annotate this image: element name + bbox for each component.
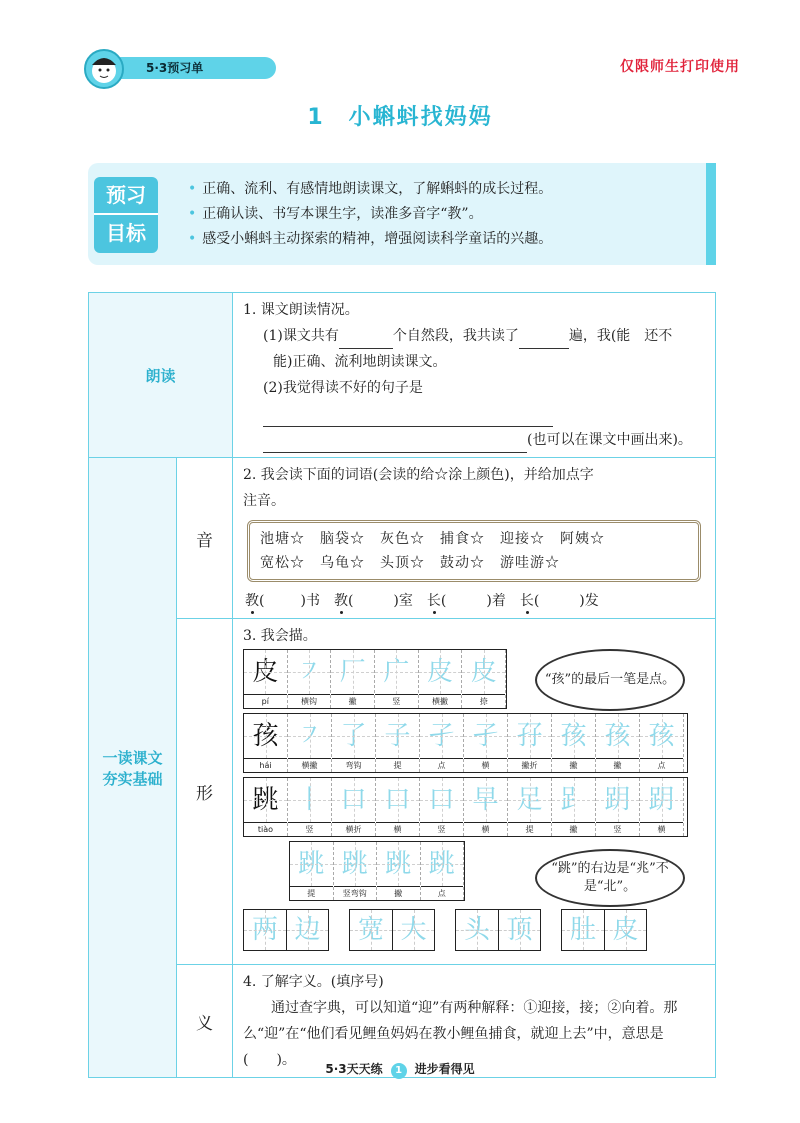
print-note: 仅限师生打印使用	[620, 59, 740, 75]
trace-cell[interactable]: 跳 竖弯钩	[334, 842, 378, 900]
trace-cell[interactable]: 厂 撇	[331, 650, 375, 708]
hint-bubble-1: “孩”的最后一笔是点。	[535, 649, 685, 711]
trace-cell[interactable]: 皮 pí	[244, 650, 288, 708]
tracing-row	[243, 777, 688, 837]
q3-title: 3. 我会描。	[243, 628, 317, 644]
q1-title: 1. 课文朗读情况。	[243, 302, 359, 318]
page-number: 1	[391, 1063, 407, 1079]
trace-cell[interactable]: 皮 捺	[462, 650, 506, 708]
footer: 5·3天天练 1 进步看得见	[0, 1060, 800, 1079]
trace-cell[interactable]: 孑 横	[464, 714, 508, 772]
trace-cell[interactable]: 跀 横	[640, 778, 684, 836]
trace-cell[interactable]: 跀 竖	[596, 778, 640, 836]
q1-line4: (也可以在课文中画出来)。	[243, 427, 705, 453]
trace-cell[interactable]: 跳 tiào	[244, 778, 288, 836]
q4-body: 通过查字典，可以知道“迎”有两种解释：①迎接，接；②向着。那么“迎”在“他们看见鲤鱼妈妈在教小鲤鱼捕食，就迎上去”中，意思是( )。	[243, 1000, 678, 1068]
goals-label-2: 目标	[106, 221, 146, 245]
word-pair[interactable]: 宽 大	[349, 909, 435, 951]
goal-item: • 正确认读、书写本课生字，读准多音字“教”。	[188, 202, 552, 227]
trace-cell[interactable]: 跳 提	[290, 842, 334, 900]
trace-cell[interactable]: 孩 撇	[552, 714, 596, 772]
label-shape: 形	[177, 619, 233, 965]
tracing-row	[243, 713, 688, 773]
trace-cell[interactable]: 广 竖	[375, 650, 419, 708]
trace-cell[interactable]: 丨 竖	[288, 778, 332, 836]
trace-cell[interactable]: 跳 撇	[377, 842, 421, 900]
badge-label: 5·3预习单	[110, 57, 276, 79]
trace-cell[interactable]: 口 横折	[332, 778, 376, 836]
goals-box	[88, 163, 716, 265]
q2-title-2: 注音。	[243, 493, 285, 509]
q1-line2: 能)正确、流利地朗读课文。	[273, 354, 447, 370]
trace-cell[interactable]: 孑 点	[420, 714, 464, 772]
word-pair[interactable]: 两 边	[243, 909, 329, 951]
trace-cell[interactable]: 孩 hái	[244, 714, 288, 772]
word-line[interactable]: 池塘☆ 脑袋☆ 灰色☆ 捕食☆ 迎接☆ 阿姨☆	[260, 531, 605, 547]
page-title: 1 小蝌蚪找妈妈	[307, 105, 493, 130]
goal-item: • 正确、流利、有感情地朗读课文，了解蝌蚪的成长过程。	[188, 177, 552, 202]
goals-edge	[706, 163, 716, 265]
reading-question	[233, 293, 716, 458]
q4-title: 4. 了解字义。(填序号)	[243, 974, 384, 990]
exercise-table	[88, 292, 716, 1078]
tracing-row	[289, 841, 465, 901]
hint-bubble-2: “跳”的右边是“兆”不是“北”。	[535, 849, 685, 907]
section-reading: 朗读	[89, 293, 233, 458]
trace-cell[interactable]: 孩 撇	[596, 714, 640, 772]
trace-cell[interactable]: 子 提	[376, 714, 420, 772]
trace-cell[interactable]: 了 弯钩	[332, 714, 376, 772]
goals-list	[188, 177, 552, 252]
trace-cell[interactable]: 孩 点	[640, 714, 684, 772]
trace-cell[interactable]: 足 提	[508, 778, 552, 836]
top-bar	[60, 46, 740, 90]
trace-cell[interactable]: 口 横	[376, 778, 420, 836]
section-basics: 一读课文 夯实基础	[89, 458, 177, 1078]
q1-line1: (1)课文共有 个自然段，我共读了 遍，我(能 还不	[243, 323, 705, 349]
trace-cell[interactable]: ㇇ 横钩	[288, 650, 332, 708]
goals-badge	[94, 177, 158, 253]
word-pairs	[243, 909, 705, 951]
trace-cell[interactable]: 口 竖	[420, 778, 464, 836]
read-times-blank[interactable]	[519, 348, 569, 349]
mascot-face-icon	[84, 49, 124, 89]
trace-cell[interactable]: 跳 点	[421, 842, 465, 900]
goal-item: • 感受小蝌蚪主动探索的精神，增强阅读科学童话的兴趣。	[188, 227, 552, 252]
shape-question	[233, 619, 716, 965]
word-pair[interactable]: 肚 皮	[561, 909, 647, 951]
trace-cell[interactable]: 孖 撇折	[508, 714, 552, 772]
sound-question	[233, 458, 716, 619]
trace-cell[interactable]: 皮 横撇	[419, 650, 463, 708]
pinyin-line: 教( )书 教( )室 长( )着 长( )发	[245, 593, 599, 609]
word-box	[247, 520, 701, 582]
trace-cell[interactable]: ㇇ 横撇	[288, 714, 332, 772]
hard-sentence-blank-2[interactable]	[263, 452, 527, 453]
label-sound: 音	[177, 458, 233, 619]
trace-cell[interactable]: 早 横	[464, 778, 508, 836]
goals-label-1: 预习	[94, 177, 158, 215]
word-line[interactable]: 宽松☆ 乌龟☆ 头顶☆ 鼓动☆ 游哇游☆	[260, 555, 560, 571]
q1-line3: (2)我觉得读不好的句子是	[243, 375, 705, 427]
label-meaning: 义	[177, 965, 233, 1078]
tracing-row	[243, 649, 507, 709]
q2-title: 2. 我会读下面的词语(会读的给☆涂上颜色)，并给加点字	[243, 467, 594, 483]
word-pair[interactable]: 头 顶	[455, 909, 541, 951]
trace-cell[interactable]: 𧾷 撇	[552, 778, 596, 836]
